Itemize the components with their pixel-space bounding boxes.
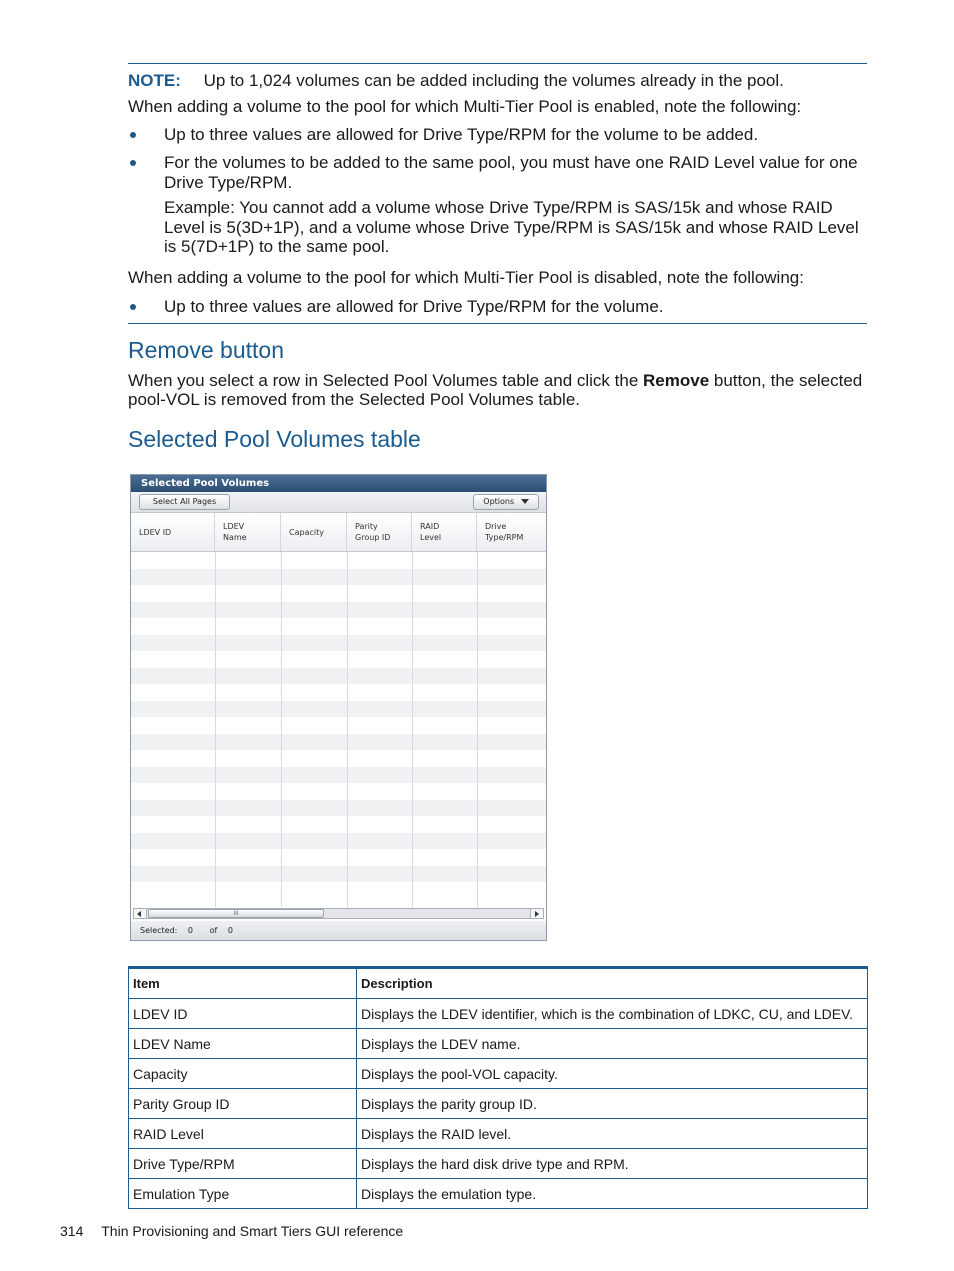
grid-row[interactable]: [131, 569, 546, 586]
horizontal-scrollbar[interactable]: [133, 908, 544, 919]
table-row: [129, 1089, 868, 1119]
grid-row[interactable]: [131, 602, 546, 619]
scroll-thumb[interactable]: [148, 909, 324, 918]
widget-toolbar: [131, 492, 546, 513]
options-label: Options: [483, 497, 515, 506]
scroll-left-button[interactable]: [134, 909, 147, 918]
grid-row[interactable]: [131, 866, 546, 883]
column-header[interactable]: [412, 513, 477, 551]
disabled-intro: When adding a volume to the pool for which Multi-Tier Pool is disabled, note the following:: [128, 268, 804, 287]
column-label: LDEV ID: [139, 528, 172, 537]
table-header-row: [129, 968, 868, 999]
bullet-icon: [130, 304, 136, 310]
grid-row[interactable]: [131, 882, 546, 899]
column-header[interactable]: [215, 513, 281, 551]
column-divider: [215, 552, 216, 907]
column-header[interactable]: [281, 513, 347, 551]
item-cell: RAID Level: [129, 1119, 357, 1149]
footer-title: Thin Provisioning and Smart Tiers GUI reference: [101, 1223, 404, 1239]
description-cell: Displays the parity group ID.: [357, 1089, 868, 1119]
column-header[interactable]: [347, 513, 412, 551]
example-line: Example: You cannot add a volume whose Drive Type/RPM is SAS/15k and whose RAID: [164, 198, 833, 217]
table-row: [129, 1059, 868, 1089]
scroll-grip: III: [233, 910, 239, 917]
table-row: [129, 1119, 868, 1149]
table-row: [129, 1029, 868, 1059]
bullet-item-cont: Drive Type/RPM.: [164, 173, 293, 192]
remove-text: button, the selected: [709, 371, 863, 390]
grid-row[interactable]: [131, 635, 546, 652]
selected-label: Selected:: [140, 926, 178, 935]
chevron-down-icon: [521, 499, 529, 504]
arrow-right-icon: [535, 911, 539, 917]
grid-row[interactable]: [131, 668, 546, 685]
column-divider: [477, 552, 478, 907]
item-cell: Drive Type/RPM: [129, 1149, 357, 1179]
table-row: [129, 1149, 868, 1179]
column-divider: [347, 552, 348, 907]
bullet-icon: [130, 160, 136, 166]
grid-row[interactable]: [131, 701, 546, 718]
widget-title: Selected Pool Volumes: [131, 475, 546, 492]
grid-header: [131, 513, 546, 552]
bullet-icon: [130, 132, 136, 138]
note-label: NOTE:: [128, 71, 181, 90]
column-label: Capacity: [289, 528, 324, 537]
item-cell: LDEV Name: [129, 1029, 357, 1059]
description-table: [128, 966, 868, 1209]
grid-row[interactable]: [131, 734, 546, 751]
remove-paragraph-line: pool-VOL is removed from the Selected Pool Volumes table.: [128, 390, 580, 409]
page-footer: [60, 1222, 403, 1240]
scroll-right-button[interactable]: [530, 909, 543, 918]
note-text: Up to 1,024 volumes can be added including the volumes already in the pool.: [203, 71, 784, 90]
arrow-left-icon: [137, 911, 141, 917]
column-label: Drive Type/RPM: [485, 522, 524, 542]
total-count: 0: [227, 926, 233, 935]
item-cell: LDEV ID: [129, 999, 357, 1029]
grid-row[interactable]: [131, 783, 546, 800]
page-number: 314: [60, 1223, 84, 1239]
column-header[interactable]: [477, 513, 546, 551]
enabled-intro: When adding a volume to the pool for which Multi-Tier Pool is enabled, note the following:: [128, 97, 802, 116]
item-cell: Capacity: [129, 1059, 357, 1089]
bullet-item: Up to three values are allowed for Drive Type/RPM for the volume.: [164, 297, 664, 316]
grid-row[interactable]: [131, 767, 546, 784]
note-line: [128, 71, 784, 91]
grid-row[interactable]: [131, 816, 546, 833]
description-cell: Displays the emulation type.: [357, 1179, 868, 1209]
example-line: Level is 5(3D+1P), and a volume whose Drive Type/RPM is SAS/15k and whose RAID Level: [164, 218, 859, 237]
column-label: RAID Level: [420, 522, 442, 542]
description-cell: Displays the RAID level.: [357, 1119, 868, 1149]
description-cell: Displays the hard disk drive type and RPM.: [357, 1149, 868, 1179]
remove-heading: Remove button: [128, 337, 284, 363]
grid-row[interactable]: [131, 833, 546, 850]
grid-row[interactable]: [131, 684, 546, 701]
header-description: Description: [357, 968, 868, 999]
table-row: [129, 999, 868, 1029]
grid-row[interactable]: [131, 717, 546, 734]
options-button[interactable]: [473, 494, 539, 510]
bullet-item: For the volumes to be added to the same pool, you must have one RAID Level value for one: [164, 153, 858, 172]
remove-text: When you select a row in Selected Pool Volumes table and click the: [128, 371, 644, 390]
grid-row[interactable]: [131, 849, 546, 866]
bullet-item: Up to three values are allowed for Drive Type/RPM for the volume to be added.: [164, 125, 759, 144]
select-all-pages-button[interactable]: Select All Pages: [139, 494, 230, 510]
table-heading: Selected Pool Volumes table: [128, 426, 421, 452]
item-cell: Emulation Type: [129, 1179, 357, 1209]
column-divider: [281, 552, 282, 907]
column-divider: [412, 552, 413, 907]
item-cell: Parity Group ID: [129, 1089, 357, 1119]
grid-row[interactable]: [131, 618, 546, 635]
of-label: of: [209, 926, 218, 935]
grid-row[interactable]: [131, 552, 546, 569]
column-header[interactable]: [131, 513, 215, 551]
table-row: [129, 1179, 868, 1209]
grid-row[interactable]: [131, 651, 546, 668]
selected-pool-volumes-widget: [130, 474, 547, 941]
description-cell: Displays the LDEV identifier, which is the combination of LDKC, CU, and LDEV.: [357, 999, 868, 1029]
grid-row[interactable]: [131, 585, 546, 602]
description-cell: Displays the pool-VOL capacity.: [357, 1059, 868, 1089]
grid-body: [131, 552, 546, 907]
grid-row[interactable]: [131, 750, 546, 767]
column-label: LDEV Name: [223, 522, 247, 542]
column-label: Parity Group ID: [355, 522, 391, 542]
description-cell: Displays the LDEV name.: [357, 1029, 868, 1059]
grid-row[interactable]: [131, 800, 546, 817]
remove-paragraph-line: [128, 371, 862, 391]
selection-status-bar: [131, 921, 546, 940]
selected-count: 0: [187, 926, 194, 935]
header-item: Item: [129, 968, 357, 999]
remove-bold: Remove: [643, 371, 710, 390]
example-line: is 5(7D+1P) to the same pool.: [164, 237, 390, 256]
